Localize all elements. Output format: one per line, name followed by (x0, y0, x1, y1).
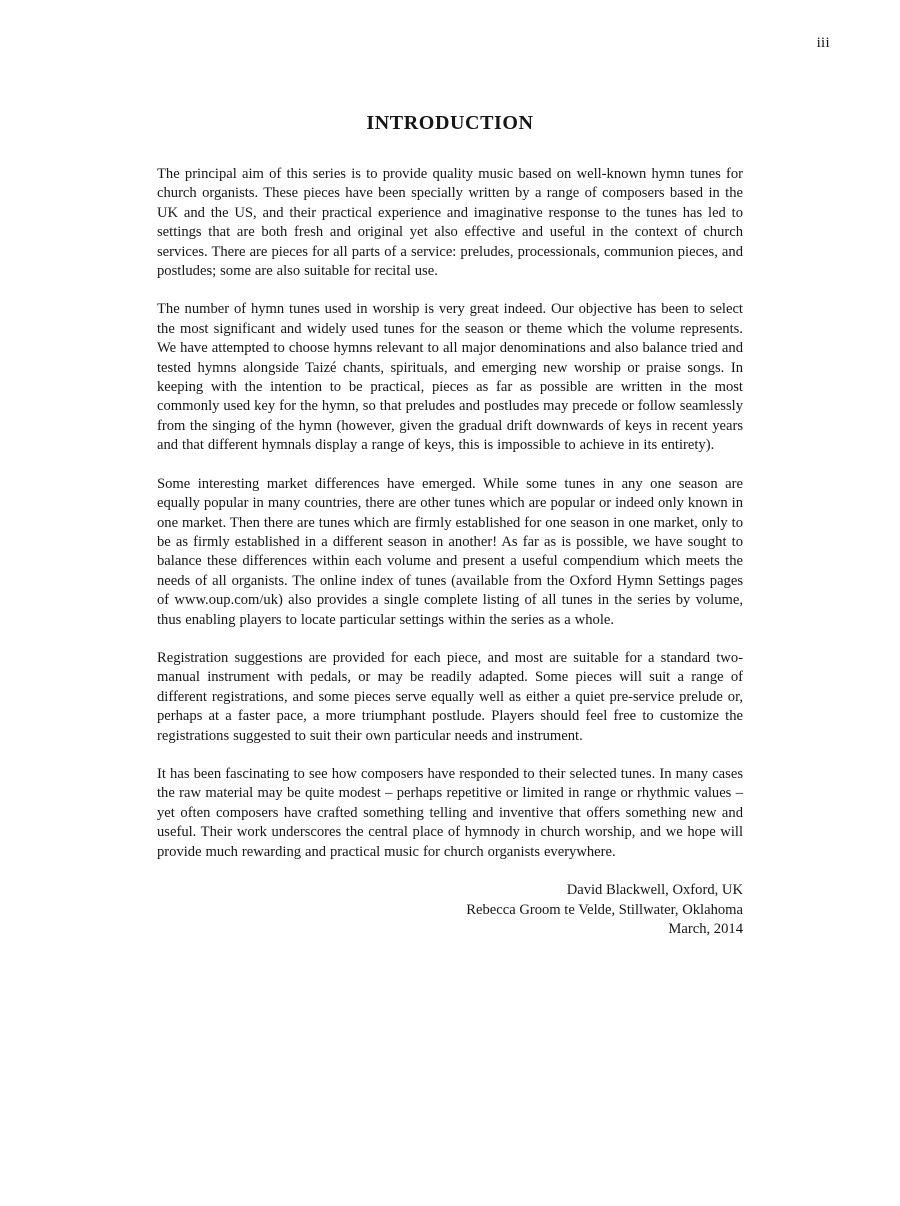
body-text (157, 165, 743, 862)
signature-block (157, 881, 743, 940)
paragraph-2: The number of hymn tunes used in worship is very great indeed. Our objective has been to select the most significant and widely used tunes for the season or theme which the volume represents. We have attempted to choose hymns relevant to all major denominations and also balance tried and tested hymns alongside Taizé chants, spirituals, and emerging new worship or praise songs. In keeping with the intention to be practical, pieces as far as possible are written in the most commonly used key for the hymn, so that preludes and postludes may precede or follow seamlessly from the singing of the hymn (however, given the gradual drift downwards of keys in recent years and that different hymnals display a range of keys, this is impossible to achieve in its entirety). (157, 301, 743, 454)
paragraph-5: It has been fascinating to see how composers have responded to their selected tunes. In many cases the raw material may be quite modest – perhaps repetitive or limited in range or rhythmic values – yet often composers have crafted something telling and inventive that offers something new and useful. Their work underscores the central place of hymnody in church worship, and we hope will provide much rewarding and practical music for church organists everywhere. (157, 765, 743, 860)
document-page (157, 112, 743, 940)
signature-line-date: March, 2014 (668, 921, 743, 938)
paragraph-3: Some interesting market differences have emerged. While some tunes in any one season are equally popular in many countries, there are other tunes which are popular or indeed only known in one market. Then there are tunes which are firmly established for one season in one market, only to be as firmly established in a different season in another! As far as is possible, we have sought to balance these differences within each volume and present a useful compendium which meets the needs of all organists. The online index of tunes (available from the Oxford Hymn Settings pages of www.oup.com/uk) also provides a single complete listing of all tunes in the series by volume, thus enabling players to locate particular settings within the series as a whole. (157, 475, 743, 628)
page-title: INTRODUCTION (366, 112, 534, 134)
paragraph-1: The principal aim of this series is to provide quality music based on well-known hymn tunes for church organists. These pieces have been specially written by a range of composers based in the UK and the US, and their practical experience and imaginative response to the tunes has led to settings that are both fresh and original yet also effective and useful in the context of church services. There are pieces for all parts of a service: preludes, processionals, communion pieces, and postludes; some are also suitable for recital use. (157, 166, 743, 280)
signature-line-author-1: David Blackwell, Oxford, UK (566, 882, 743, 898)
signature-line-author-2: Rebecca Groom te Velde, Stillwater, Oklahoma (466, 901, 743, 918)
paragraph-4: Registration suggestions are provided for each piece, and most are suitable for a standard two-manual instrument with pedals, or may be readily adapted. Some pieces will suit a range of different registrations, and some pieces serve equally well as either a quiet pre-service prelude or, perhaps at a faster pace, a more triumphant postlude. Players should feel free to customize the registrations suggested to suit their own particular needs and instrument. (157, 649, 743, 744)
page-number: iii (816, 35, 830, 51)
